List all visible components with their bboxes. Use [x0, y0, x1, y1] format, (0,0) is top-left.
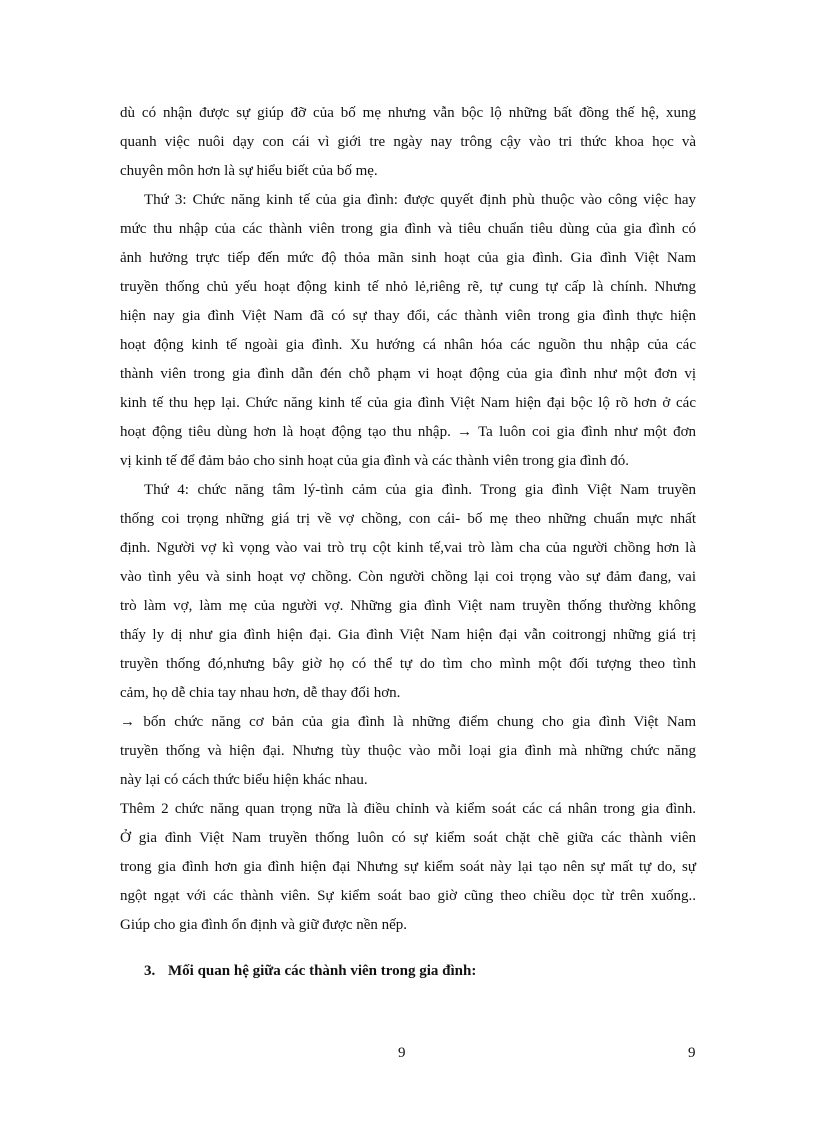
text-line: hiện nay gia đình Việt Nam đã có sự thay đổi, các thành viên trong gia đình thực hiện: [120, 308, 696, 324]
text-line: Thứ 4: chức năng tâm lý-tình cảm của gia đình. Trong gia đình Việt Nam truyền: [144, 482, 696, 498]
paragraph: [120, 795, 696, 940]
text-line: Thứ 3: Chức năng kinh tế của gia đình: được quyết định phù thuộc vào công việc hay: [144, 192, 696, 208]
page-number: 9: [398, 1045, 406, 1061]
text-line: ảnh hưởng trực tiếp đến mức độ thỏa mãn sinh hoạt của gia đình. Gia đình Việt Nam: [120, 250, 696, 266]
text-line: → bốn chức năng cơ bản của gia đình là những điểm chung cho gia đình Việt Nam: [120, 714, 696, 730]
section-number: 3.: [144, 963, 156, 979]
text-line: thành viên trong gia đình dẫn đén chỗ phạm vi hoạt động của gia đình như một đơn vị: [120, 366, 696, 382]
text-line: vị kinh tế để đảm bảo cho sinh hoạt của gia đình và các thành viên trong gia đình đó.: [120, 453, 630, 469]
text-line: thấy ly dị như gia đình hiện đại. Gia đình Việt Nam hiện đại vẫn coitrongj những giá trị: [120, 627, 696, 643]
text-line: Thêm 2 chức năng quan trọng nữa là điều chỉnh và kiểm soát các cá nhân trong gia đình.: [120, 801, 696, 817]
text-line: cảm, họ dễ chia tay nhau hơn, dễ thay đổi hơn.: [120, 685, 401, 701]
body-text: [120, 99, 696, 940]
paragraph: [120, 476, 696, 708]
text-line: ngột ngạt với các thành viên. Sự kiểm soát bao giờ cũng theo chiều dọc từ trên xuống..: [120, 888, 696, 904]
text-line: Giúp cho gia đình ổn định và giữ được nền nếp.: [120, 917, 408, 933]
text-line: vào tình yêu và sinh hoạt vợ chồng. Còn người chồng lại coi trọng vào sự đảm đang, vai: [120, 569, 696, 585]
paragraph: [120, 99, 696, 186]
text-line: quanh việc nuôi dạy con cái vì giới tre ngày nay trông cậy vào tri thức khoa học và: [120, 134, 696, 150]
page-number-right: 9: [688, 1045, 696, 1061]
text-line: truyền thống chủ yếu hoạt động kinh tế nhỏ lẻ,riêng rẽ, tự cung tự cấp là chính. Nhưng: [120, 279, 696, 295]
text-line: hoạt động kinh tế ngoài gia đình. Xu hướng cá nhân hóa các nguồn thu nhập của các: [120, 337, 696, 353]
text-line: trong gia đình hơn gia đình hiện đại Nhưng sự kiểm soát này lại tạo nên sự mất tự do, sự: [120, 859, 696, 875]
text-line: kinh tế thu hẹp lại. Chức năng kinh tế của gia đình Việt Nam hiện đại bộc lộ rõ hơn ở các: [120, 395, 696, 411]
text-line: định. Người vợ kì vọng vào vai trò trụ cột kinh tế,vai trò làm cha của người chồng hơn là: [120, 540, 696, 556]
section-title: Mối quan hệ giữa các thành viên trong gia đình:: [168, 963, 477, 979]
paragraph: [120, 708, 696, 795]
text-line: truyền thống đó,nhưng bây giờ họ có thể tự do tìm cho mình một đối tượng theo tình: [120, 656, 696, 672]
paragraph: [120, 186, 696, 476]
text-line: truyền thống và hiện đại. Nhưng tùy thuộc vào mỗi loại gia đình mà những chức năng: [120, 743, 696, 759]
section-heading: [144, 957, 476, 986]
text-line: mức thu nhập của các thành viên trong gia đình và tiêu chuẩn tiêu dùng của gia đình có: [120, 221, 696, 237]
text-line: dù có nhận được sự giúp đỡ của bố mẹ nhưng vẫn bộc lộ những bất đồng thế hệ, xung: [120, 105, 696, 121]
text-line: thống coi trọng những giá trị về vợ chồng, con cái- bố mẹ theo những chuẩn mực nhất: [120, 511, 696, 527]
text-line: chuyên môn hơn là sự hiểu biết của bố mẹ.: [120, 163, 378, 179]
text-line: hoạt động tiêu dùng hơn là hoạt động tạo thu nhập. → Ta luôn coi gia đình như một đơn: [120, 424, 696, 440]
text-line: này lại có cách thức biểu hiện khác nhau.: [120, 772, 368, 788]
text-line: trò làm vợ, làm mẹ của người vợ. Những gia đình Việt nam truyền thống thường không: [120, 598, 696, 614]
text-line: Ở gia đình Việt Nam truyền thống luôn có sự kiểm soát chặt chẽ giữa các thành viên: [120, 830, 696, 846]
